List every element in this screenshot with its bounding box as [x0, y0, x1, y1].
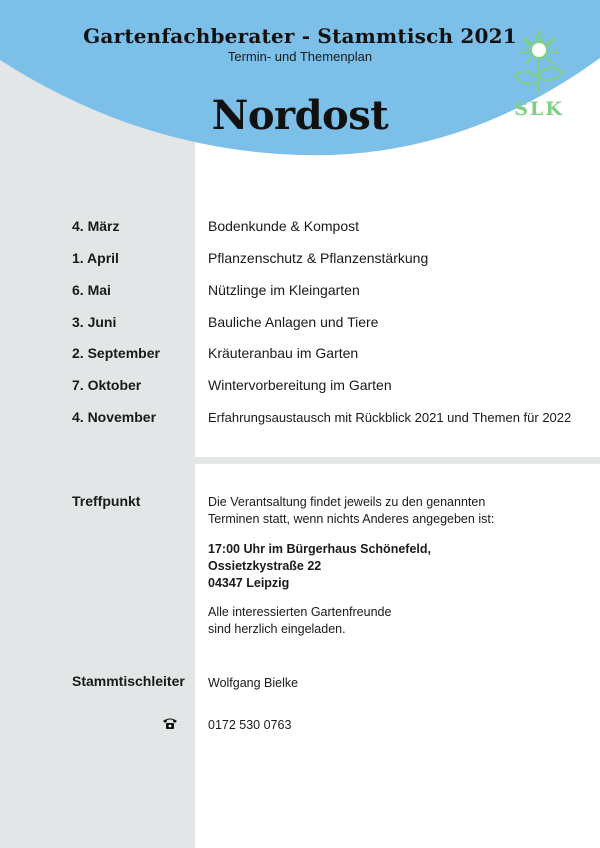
sunflower-logo-icon — [503, 28, 575, 122]
schedule-date: 6. Mai — [72, 282, 111, 298]
logo-text: SLK — [514, 98, 564, 120]
schedule-topic: Wintervorbereitung im Garten — [208, 377, 392, 393]
schedule-row — [72, 282, 592, 304]
schedule-row — [72, 314, 592, 336]
meeting-invite-line-2: sind herzlich eingeladen. — [208, 622, 346, 636]
schedule-topic: Nützlinge im Kleingarten — [208, 282, 360, 298]
page-title: Gartenfachberater - Stammtisch 2021 — [83, 24, 517, 48]
phone-number: 0172 530 0763 — [208, 718, 292, 732]
schedule-row — [72, 250, 592, 272]
page-subtitle: Termin- und Themenplan — [227, 49, 373, 64]
telephone-icon — [162, 716, 178, 732]
region-title: Nordost — [211, 92, 389, 139]
section-divider — [195, 457, 600, 464]
meeting-address-line-3: 04347 Leipzig — [208, 576, 290, 590]
schedule-date: 4. November — [72, 409, 157, 425]
schedule-topic: Erfahrungsaustausch mit Rückblick 2021 und Themen für 2022 — [208, 410, 572, 425]
meeting-address-line-1: 17:00 Uhr im Bürgerhaus Schönefeld, — [208, 542, 431, 556]
schedule-row — [72, 409, 592, 431]
meeting-address-line-2: Ossietzkystraße 22 — [208, 559, 322, 573]
schedule-row — [72, 218, 592, 240]
schedule-topic: Bauliche Anlagen und Tiere — [208, 314, 379, 330]
schedule-topic: Kräuteranbau im Garten — [208, 345, 359, 361]
meeting-intro-line-2: Terminen statt, wenn nichts Anderes angegeben ist: — [208, 512, 495, 526]
schedule-date: 3. Juni — [72, 314, 117, 330]
leader-label: Stammtischleiter — [72, 673, 185, 689]
schedule-row — [72, 345, 592, 367]
meeting-intro-line-1: Die Verantsaltung findet jeweils zu den genannten — [208, 495, 486, 509]
schedule-date: 4. März — [72, 218, 120, 234]
schedule-row — [72, 377, 592, 399]
schedule-topic: Pflanzenschutz & Pflanzenstärkung — [208, 250, 429, 266]
sunflower-icon — [503, 28, 575, 100]
schedule-date: 2. September — [72, 345, 160, 361]
leader-name: Wolfgang Bielke — [208, 676, 299, 690]
meeting-label: Treffpunkt — [72, 493, 141, 509]
schedule-date: 1. April — [72, 250, 119, 266]
meeting-invite-line-1: Alle interessierten Gartenfreunde — [208, 605, 392, 619]
schedule-date: 7. Oktober — [72, 377, 142, 393]
schedule-topic: Bodenkunde & Kompost — [208, 218, 359, 234]
